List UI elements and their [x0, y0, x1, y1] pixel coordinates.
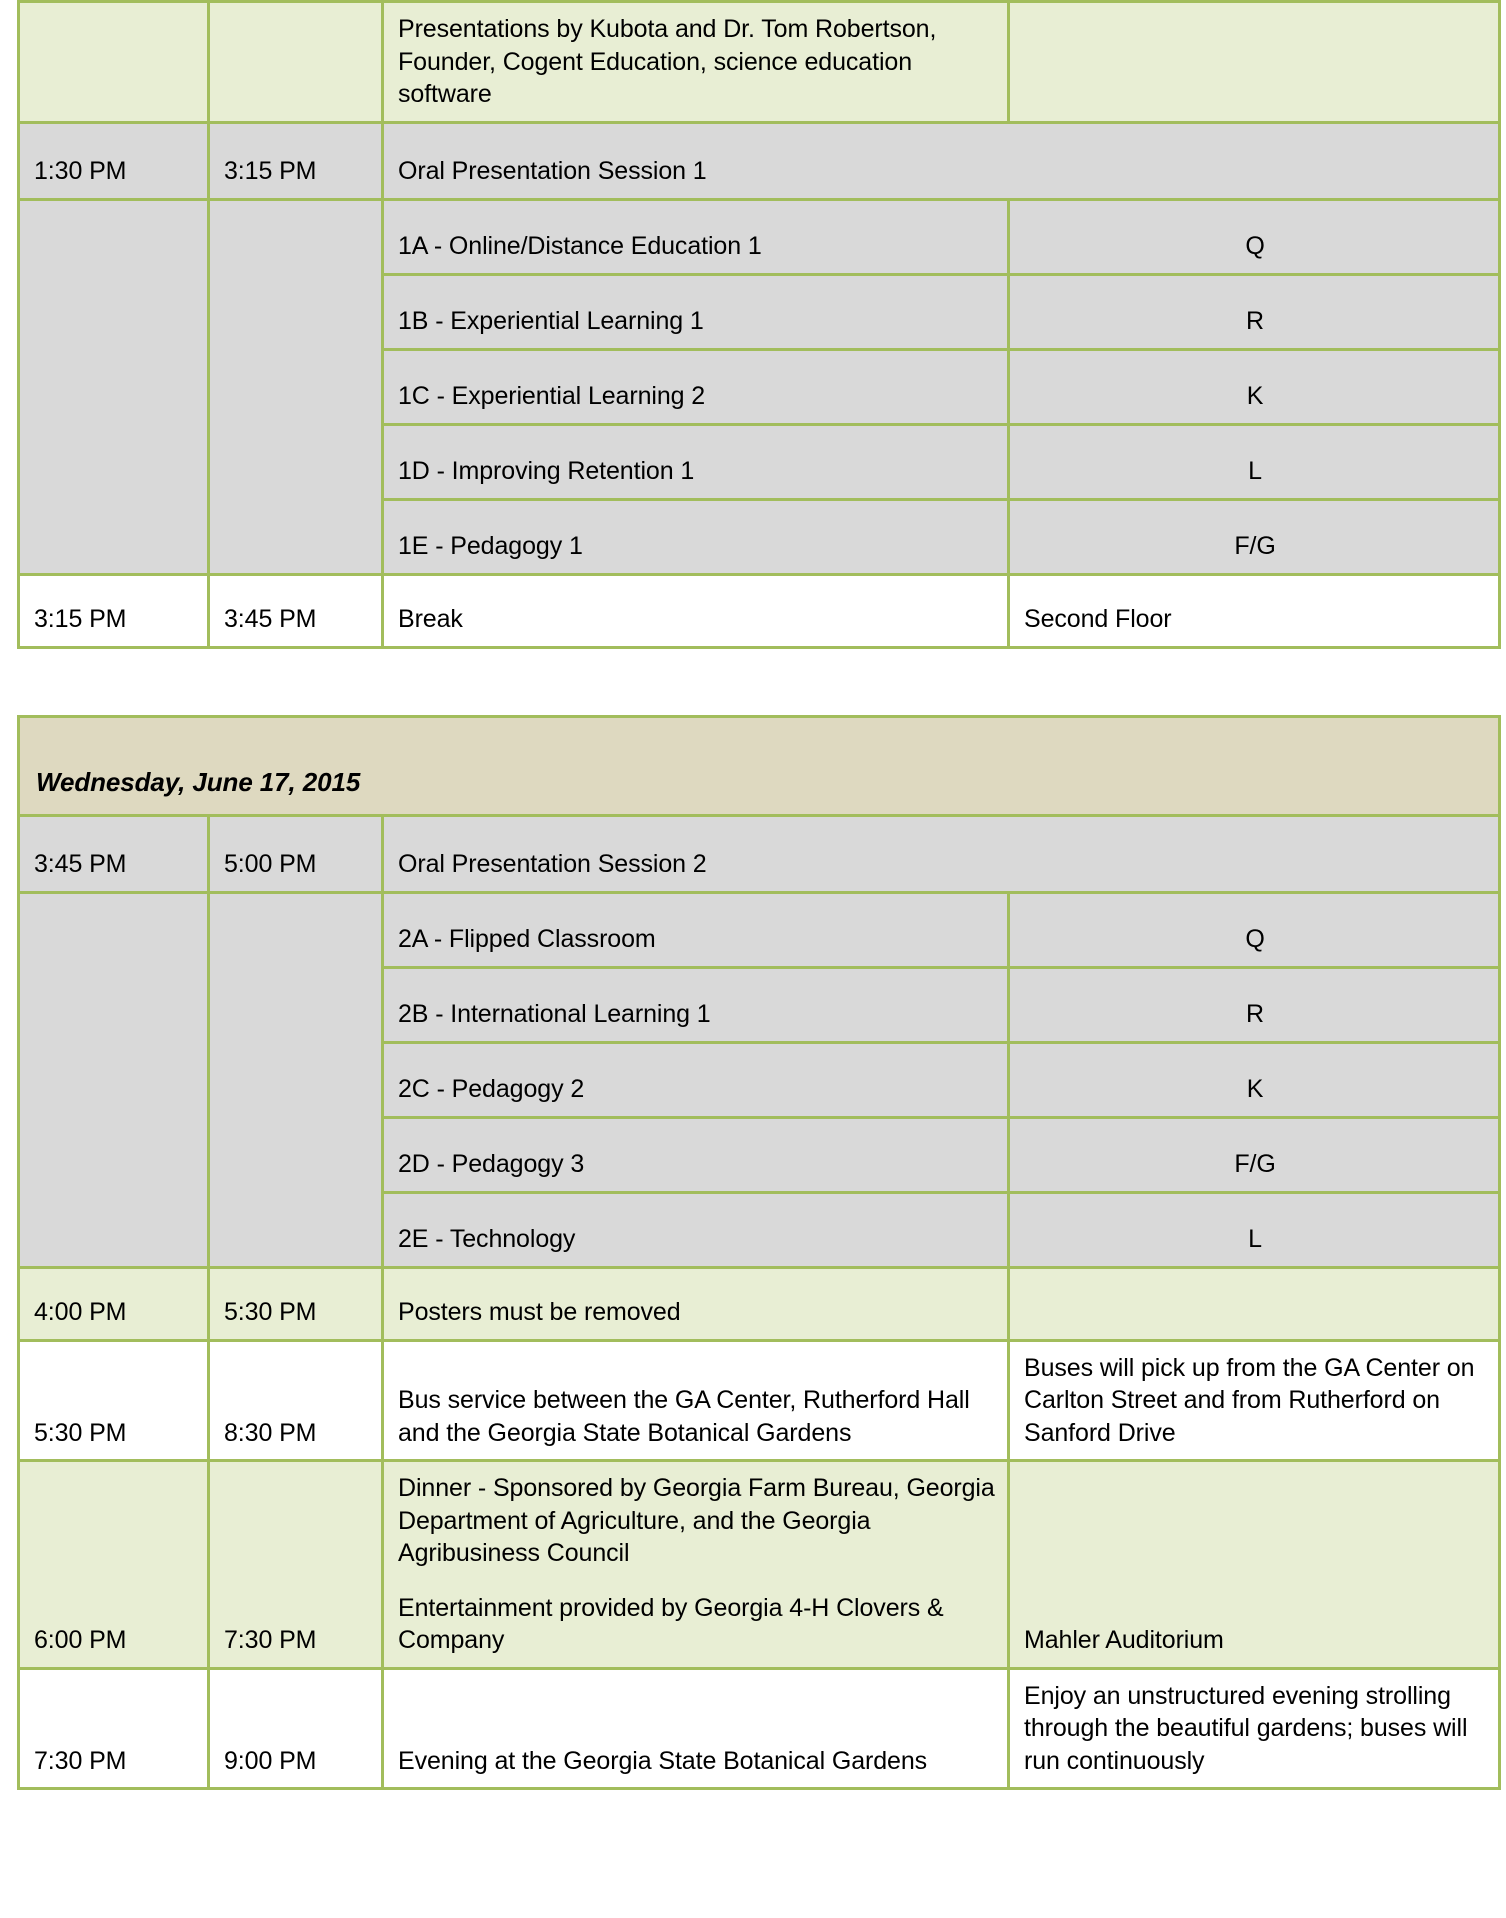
description-cell: Bus service between the GA Center, Rutherford Hall and the Georgia State Botanical Gardens — [383, 1340, 1009, 1461]
description-cell — [383, 1461, 1009, 1669]
table-row — [19, 815, 1500, 892]
start-time-cell — [19, 892, 209, 1267]
end-time-cell — [209, 892, 383, 1267]
description-cell: Evening at the Georgia State Botanical Gardens — [383, 1668, 1009, 1789]
room-cell: Q — [1009, 892, 1500, 967]
description-cell: 1B - Experiential Learning 1 — [383, 274, 1009, 349]
end-time-cell: 7:30 PM — [209, 1461, 383, 1669]
table-row — [19, 892, 1500, 967]
start-time-cell: 5:30 PM — [19, 1340, 209, 1461]
room-cell: Mahler Auditorium — [1009, 1461, 1500, 1669]
end-time-cell: 8:30 PM — [209, 1340, 383, 1461]
description-cell: Break — [383, 574, 1009, 647]
description-cell: 2E - Technology — [383, 1192, 1009, 1267]
room-cell: L — [1009, 1192, 1500, 1267]
room-cell: K — [1009, 1042, 1500, 1117]
table-row — [19, 1340, 1500, 1461]
start-time-cell: 1:30 PM — [19, 122, 209, 199]
end-time-cell: 5:00 PM — [209, 815, 383, 892]
room-cell: Q — [1009, 199, 1500, 274]
day-header-row — [19, 716, 1500, 815]
start-time-cell: 3:15 PM — [19, 574, 209, 647]
end-time-cell: 5:30 PM — [209, 1267, 383, 1340]
start-time-cell: 7:30 PM — [19, 1668, 209, 1789]
description-cell: Oral Presentation Session 1 — [383, 122, 1500, 199]
end-time-cell: 3:15 PM — [209, 122, 383, 199]
table-row — [19, 1668, 1500, 1789]
start-time-cell — [19, 2, 209, 123]
schedule-table-wednesday — [17, 715, 1501, 1791]
table-row — [19, 2, 1500, 123]
room-cell: F/G — [1009, 499, 1500, 574]
description-cell: 2A - Flipped Classroom — [383, 892, 1009, 967]
room-cell: F/G — [1009, 1117, 1500, 1192]
description-cell: 1C - Experiential Learning 2 — [383, 349, 1009, 424]
room-cell: R — [1009, 274, 1500, 349]
description-cell: 1E - Pedagogy 1 — [383, 499, 1009, 574]
end-time-cell — [209, 2, 383, 123]
room-cell: Enjoy an unstructured evening strolling through the beautiful gardens; buses will run continuously — [1009, 1668, 1500, 1789]
room-cell: Second Floor — [1009, 574, 1500, 647]
description-cell: 1D - Improving Retention 1 — [383, 424, 1009, 499]
room-cell: L — [1009, 424, 1500, 499]
room-cell — [1009, 2, 1500, 123]
end-time-cell: 9:00 PM — [209, 1668, 383, 1789]
description-cell: Presentations by Kubota and Dr. Tom Robertson, Founder, Cogent Education, science education software — [383, 2, 1009, 123]
paragraph-spacer — [398, 1570, 995, 1592]
room-cell: R — [1009, 967, 1500, 1042]
table-row — [19, 1267, 1500, 1340]
description-cell: 1A - Online/Distance Education 1 — [383, 199, 1009, 274]
table-row — [19, 199, 1500, 274]
description-cell: Oral Presentation Session 2 — [383, 815, 1500, 892]
start-time-cell: 4:00 PM — [19, 1267, 209, 1340]
schedule-table-top — [17, 0, 1501, 649]
table-separator-gap — [0, 649, 1506, 715]
table-row — [19, 122, 1500, 199]
table-row — [19, 1461, 1500, 1669]
room-cell — [1009, 1267, 1500, 1340]
end-time-cell: 3:45 PM — [209, 574, 383, 647]
start-time-cell: 6:00 PM — [19, 1461, 209, 1669]
end-time-cell — [209, 199, 383, 574]
dinner-sponsors-text: Dinner - Sponsored by Georgia Farm Bureau, Georgia Department of Agriculture, and the Georgia Agribusiness Council — [398, 1474, 995, 1567]
description-cell: 2C - Pedagogy 2 — [383, 1042, 1009, 1117]
start-time-cell — [19, 199, 209, 574]
description-cell: 2D - Pedagogy 3 — [383, 1117, 1009, 1192]
room-cell: K — [1009, 349, 1500, 424]
description-cell: Posters must be removed — [383, 1267, 1009, 1340]
table-row — [19, 574, 1500, 647]
start-time-cell: 3:45 PM — [19, 815, 209, 892]
description-cell: 2B - International Learning 1 — [383, 967, 1009, 1042]
day-header-label: Wednesday, June 17, 2015 — [19, 716, 1500, 815]
room-cell: Buses will pick up from the GA Center on Carlton Street and from Rutherford on Sanford Drive — [1009, 1340, 1500, 1461]
entertainment-text: Entertainment provided by Georgia 4-H Clovers & Company — [398, 1593, 944, 1654]
